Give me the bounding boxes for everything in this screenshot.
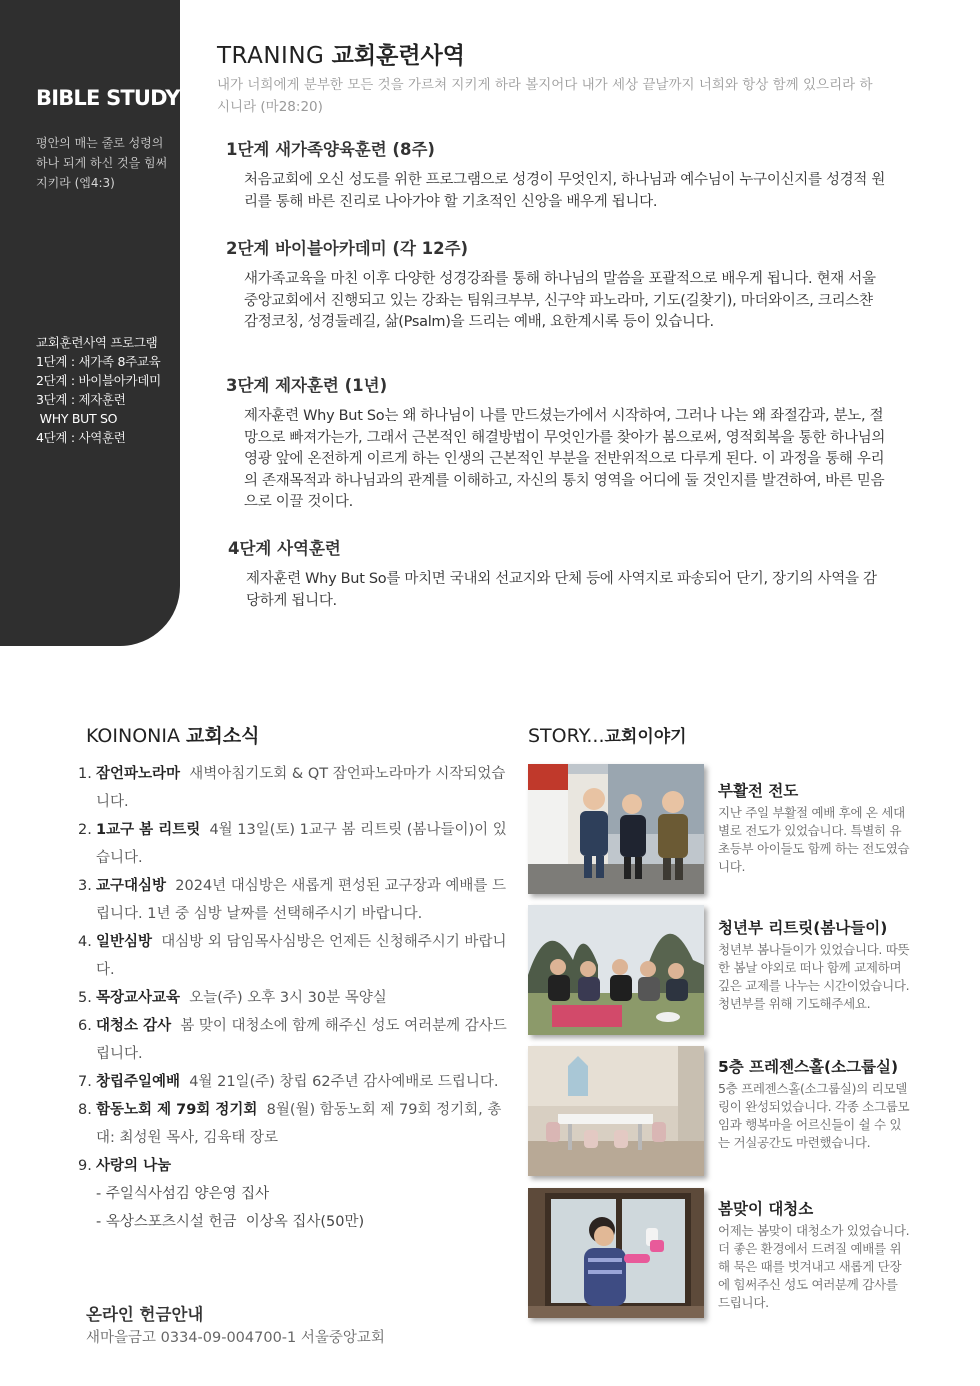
list-item: 6. 대청소 감사 봄 맞이 대청소에 함께 해주신 성도 여러분께 감사드립니다. xyxy=(78,1018,507,1062)
sidebar xyxy=(0,0,180,646)
stage-title: 2단계 바이블아카데미 (각 12주) xyxy=(226,239,469,258)
news-desc: 봄 맞이 대청소에 함께 해주신 성도 여러분께 감사드립니다. xyxy=(96,1018,507,1062)
story-info xyxy=(718,1056,910,1152)
list-item: 1. 잠언파노라마 새벽아침기도회 & QT 잠언파노라마가 시작되었습니다. xyxy=(78,766,506,810)
news-desc: 새벽아침기도회 & QT 잠언파노라마가 시작되었습니다. xyxy=(96,766,506,810)
program-item: WHY BUT SO xyxy=(36,411,118,426)
news-sub-item: - 주일식사섬김 양은영 집사 xyxy=(96,1186,270,1202)
photo-illustration xyxy=(528,1046,704,1176)
story-card-desc: 어제는 봄맞이 대청소가 있었습니다. 더 좋은 환경에서 드려질 예배를 위해 묵은 때를 벗겨내고 새롭게 단장에 힘써주신 성도 여러분께 감사를 드립니다. xyxy=(718,1223,910,1310)
story-photo xyxy=(528,905,704,1035)
news-desc: 8월(월) 함동노회 제 79회 정기회, 총대: 최성원 목사, 김육태 장로 xyxy=(96,1102,502,1146)
story-card-title: 봄맞이 대청소 xyxy=(718,1200,814,1218)
story-card-title: 부활전 전도 xyxy=(718,782,799,800)
training-title-en: TRANING xyxy=(217,43,325,69)
news-desc: 대심방 외 담임목사심방은 언제든 신청해주시기 바랍니다. xyxy=(96,934,507,978)
story-title-en: STORY... xyxy=(528,725,605,747)
koinonia-title-ko: 교회소식 xyxy=(186,725,260,747)
story-card-title: 청년부 리트릿(봄나들이) xyxy=(718,919,888,937)
training-header xyxy=(217,40,897,118)
news-title: 함동노회 제 79회 정기회 xyxy=(96,1102,258,1118)
stage-body: 제자훈련 Why But So를 마치면 국내외 선교지와 단체 등에 사역지로 파송되어 단기, 장기의 사역을 감당하게 됩니다. xyxy=(246,571,877,609)
stage-body: 새가족교육을 마친 이후 다양한 성경강좌를 통해 하나님의 말씀을 포괄적으로 배우게 됩니다. 현재 서울중앙교회에서 진행되고 있는 강좌는 팀워크부부, 신구약 파노라마, 기도(길찾기), 마더와이즈, 크리스챤감정코칭, 성경둘레길, 삶(Psalm)을 드리는 예배, 요한계시록 등이 있습니다. xyxy=(244,271,876,330)
story-card xyxy=(528,764,912,894)
news-title: 1교구 봄 리트릿 xyxy=(96,822,201,838)
stage-title: 3단계 제자훈련 (1년) xyxy=(226,376,388,395)
story-title-ko: 교회이야기 xyxy=(604,727,687,747)
program-item: 4단계 : 사역훈련 xyxy=(36,430,126,445)
news-title: 목장교사교육 xyxy=(96,990,181,1006)
news-title: 대청소 감사 xyxy=(96,1018,172,1034)
news-title: 교구대심방 xyxy=(96,878,167,894)
program-heading: 교회훈련사역 프로그램 xyxy=(36,335,158,350)
list-item: 2. 1교구 봄 리트릿 4월 13일(토) 1교구 봄 리트릿 (봄나들이)이 있습니다. xyxy=(78,822,507,866)
story-card xyxy=(528,1046,912,1176)
list-item: 3. 교구대심방 2024년 대심방은 새롭게 편성된 교구장과 예배를 드립니다. 1년 중 심방 날짜를 선택해주시기 바랍니다. xyxy=(78,878,506,922)
training-title-ko: 교회훈련사역 xyxy=(331,43,465,69)
story-photo xyxy=(528,764,704,894)
photo-illustration xyxy=(528,1188,704,1318)
news-title: 사랑의 나눔 xyxy=(96,1158,172,1174)
list-item: 9. 사랑의 나눔 xyxy=(78,1158,172,1174)
news-sub-item: - 옥상스포츠시설 헌금 이상옥 집사(50만) xyxy=(96,1214,365,1230)
online-title: 온라인 헌금안내 xyxy=(86,1305,204,1324)
koinonia-header xyxy=(86,722,506,750)
story-title xyxy=(528,722,687,751)
stage-title: 1단계 새가족양육훈련 (8주) xyxy=(226,140,435,159)
program-item: 3단계 : 제자훈련 xyxy=(36,392,126,407)
news-desc: 4월 21일(주) 창립 62주년 감사예배로 드립니다. xyxy=(189,1074,499,1090)
list-item: 4. 일반심방 대심방 외 담임목사심방은 언제든 신청해주시기 바랍니다. xyxy=(78,934,507,978)
koinonia-title-en: KOINONIA xyxy=(86,725,180,747)
stage-title: 4단계 사역훈련 xyxy=(228,539,341,558)
program-item: 1단계 : 새가족 8주교육 xyxy=(36,354,161,369)
training-subtitle: 내가 너희에게 분부한 모든 것을 가르쳐 지키게 하라 볼지어다 내가 세상 끝날까지 너희와 항상 함께 있으리라 하시니라 (마28:20) xyxy=(217,77,873,115)
story-info xyxy=(718,917,910,1013)
story-info xyxy=(718,780,910,876)
story-card-desc: 5층 프레젠스홀(소그룹실)의 리모델링이 완성되었습니다. 각종 소그룹모임과 행복마을 어르신들이 쉴 수 있는 거실공간도 마련했습니다. xyxy=(718,1081,910,1150)
stage-3 xyxy=(226,374,886,514)
online-offering xyxy=(86,1303,506,1349)
story-card xyxy=(528,905,912,1035)
stage-2 xyxy=(226,237,886,334)
story-card-desc: 청년부 봄나들이가 있었습니다. 따뜻한 봄날 야외로 떠나 함께 교제하며 깊은 교제를 나누는 시간이었습니다. 청년부를 위해 기도해주세요. xyxy=(718,942,910,1011)
story-info xyxy=(718,1198,910,1312)
news-title: 잠언파노라마 xyxy=(96,766,181,782)
stage-body: 제자훈련 Why But So는 왜 하나님이 나를 만드셨는가에서 시작하여, 그러나 나는 왜 좌절감과, 분노, 절망으로 빠져가는가, 그래서 근본적인 해결방법이 무엇인가를 찾아가 봄으로써, 영적회복을 통한 하나님의 영광 앞에 온전하게 이르게 하는 인생의 근본적인 부분을 전반위적으로 다루게 된다. 이 과정을 통해 우리의 존재목적과 하나님과의 관계를 이해하고, 자신의 통치 영역을 어디에 둘 것인지를 발견하여, 바른 믿음으로 이끌 것이다. xyxy=(244,408,886,510)
stage-body: 처음교회에 오신 성도를 위한 프로그램으로 성경이 무엇인지, 하나님과 예수님이 누구이신지를 성경적 원리를 통해 바른 진리로 나아가야 할 기초적인 신앙을 배우게 됩니다. xyxy=(244,172,886,210)
story-card-title: 5층 프레젠스홀(소그룹실) xyxy=(718,1058,899,1076)
stage-1 xyxy=(226,138,886,213)
story-card xyxy=(528,1188,912,1318)
sidebar-title: BIBLE STUDY xyxy=(36,86,180,110)
program-list xyxy=(36,333,178,447)
online-account: 새마을금고 0334-09-004700-1 서울중앙교회 xyxy=(86,1330,385,1346)
photo-illustration xyxy=(528,764,704,894)
list-item: 5. 목장교사교육 오늘(주) 오후 3시 30분 목양실 xyxy=(78,990,387,1006)
story-photo xyxy=(528,1046,704,1176)
training-title xyxy=(217,40,897,72)
news-desc: 4월 13일(토) 1교구 봄 리트릿 (봄나들이)이 있습니다. xyxy=(96,822,507,866)
story-photo xyxy=(528,1188,704,1318)
photo-illustration xyxy=(528,905,704,1035)
list-item: 7. 창립주일예배 4월 21일(주) 창립 62주년 감사예배로 드립니다. xyxy=(78,1074,499,1090)
story-card-desc: 지난 주일 부활절 예배 후에 온 세대 별로 전도가 있었습니다. 특별히 유초등부 아이들도 함께 하는 전도였습니다. xyxy=(718,805,910,874)
stage-4 xyxy=(228,537,888,612)
list-item: 8. 함동노회 제 79회 정기회 8월(월) 함동노회 제 79회 정기회, 총대: 최성원 목사, 김육태 장로 xyxy=(78,1102,502,1146)
news-desc: 2024년 대심방은 새롭게 편성된 교구장과 예배를 드립니다. 1년 중 심방 날짜를 선택해주시기 바랍니다. xyxy=(96,878,506,922)
news-desc: 오늘(주) 오후 3시 30분 목양실 xyxy=(189,990,387,1006)
koinonia-title xyxy=(86,722,506,750)
news-list xyxy=(78,760,508,1236)
program-item: 2단계 : 바이블아카데미 xyxy=(36,373,161,388)
sidebar-verse: 평안의 매는 줄로 성령의 하나 되게 하신 것을 힘써 지키라 (엡4:3) xyxy=(36,136,168,190)
news-title: 일반심방 xyxy=(96,934,153,950)
news-title: 창립주일예배 xyxy=(96,1074,181,1090)
